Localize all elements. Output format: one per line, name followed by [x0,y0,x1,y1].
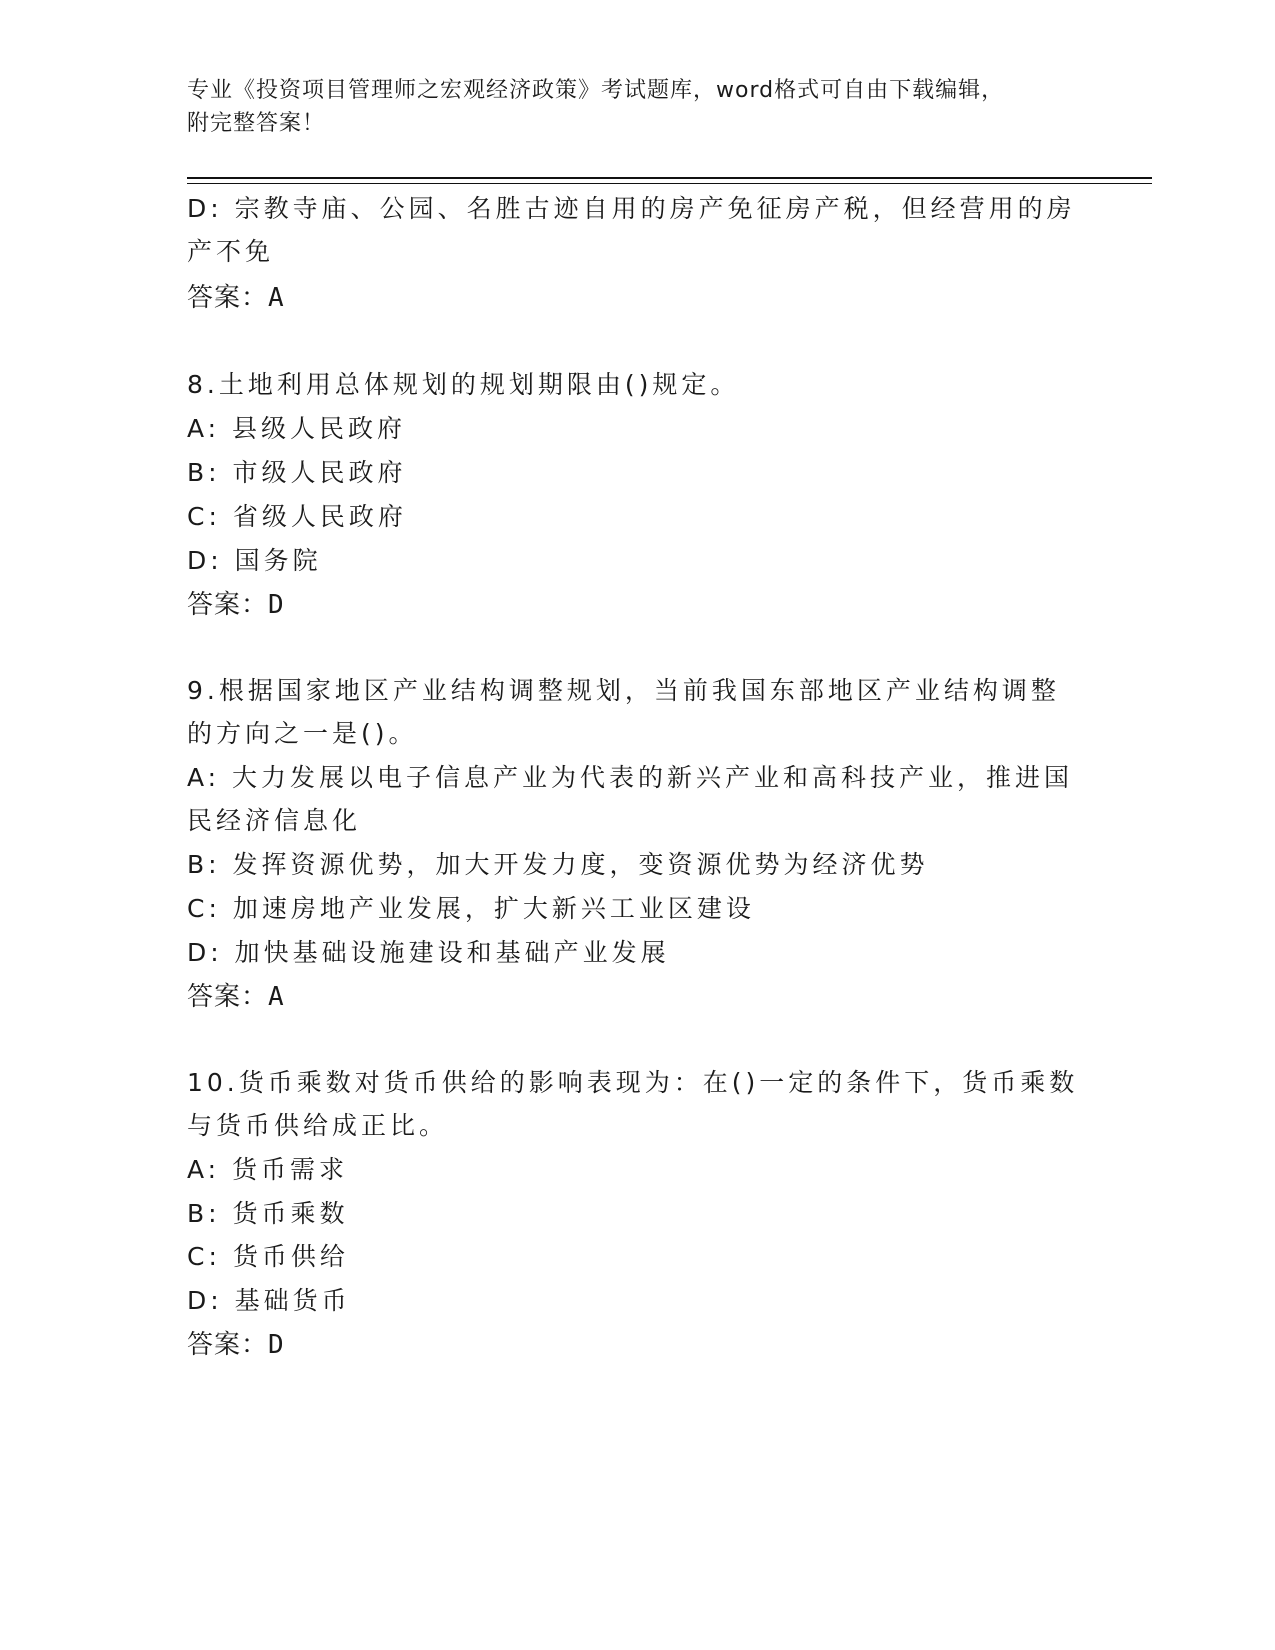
q9-answer [187,980,285,1014]
q9-stem-line-2: 的方向之一是()。 [187,719,418,748]
q8-option-b: B: 市级人民政府 [187,458,407,487]
q10-answer [187,1328,285,1362]
answer-value: D [268,590,285,620]
q8-option-a: A: 县级人民政府 [187,414,407,443]
q7-answer [187,281,285,315]
q10-option-c: C: 货币供给 [187,1242,349,1271]
q10-option-d: D: 基础货币 [187,1286,351,1315]
q9-option-c: C: 加速房地产业发展，扩大新兴工业区建设 [187,894,755,923]
q9-option-a-line-1: A: 大力发展以电子信息产业为代表的新兴产业和高科技产业，推进国 [187,763,1074,792]
answer-label: 答案： [187,283,269,313]
answer-label: 答案： [187,982,269,1012]
q9-option-d: D: 加快基础设施建设和基础产业发展 [187,938,670,967]
q8-option-c: C: 省级人民政府 [187,502,407,531]
q9-option-a-line-2: 民经济信息化 [187,806,362,835]
q9-option-b: B: 发挥资源优势，加大开发力度，变资源优势为经济优势 [187,850,929,879]
answer-label: 答案： [187,590,269,620]
q10-stem-line-2: 与货币供给成正比。 [187,1111,449,1140]
header-line-1: 专业《投资项目管理师之宏观经济政策》考试题库，word格式可自由下载编辑， [187,78,1005,103]
q8-answer [187,588,285,622]
answer-value: D [268,1330,285,1360]
q8-option-d: D: 国务院 [187,546,322,575]
q10-option-a: A: 货币需求 [187,1155,349,1184]
q7-option-d-line-2: 产不免 [187,237,275,266]
q9-stem-line-1: 9.根据国家地区产业结构调整规划，当前我国东部地区产业结构调整 [187,676,1060,705]
q10-stem-line-1: 10.货币乘数对货币供给的影响表现为：在()一定的条件下，货币乘数 [187,1068,1079,1097]
header-divider-thick [187,177,1152,179]
header-divider-thin [187,183,1152,184]
document-header [187,74,1087,140]
q8-stem: 8.土地利用总体规划的规划期限由()规定。 [187,370,740,399]
header-line-2: 附完整答案！ [187,111,326,136]
answer-value: A [268,982,285,1012]
q7-option-d-line-1: D: 宗教寺庙、公园、名胜古迹自用的房产免征房产税，但经营用的房 [187,194,1076,223]
answer-label: 答案： [187,1330,269,1360]
answer-value: A [268,283,285,313]
q10-option-b: B: 货币乘数 [187,1199,349,1228]
